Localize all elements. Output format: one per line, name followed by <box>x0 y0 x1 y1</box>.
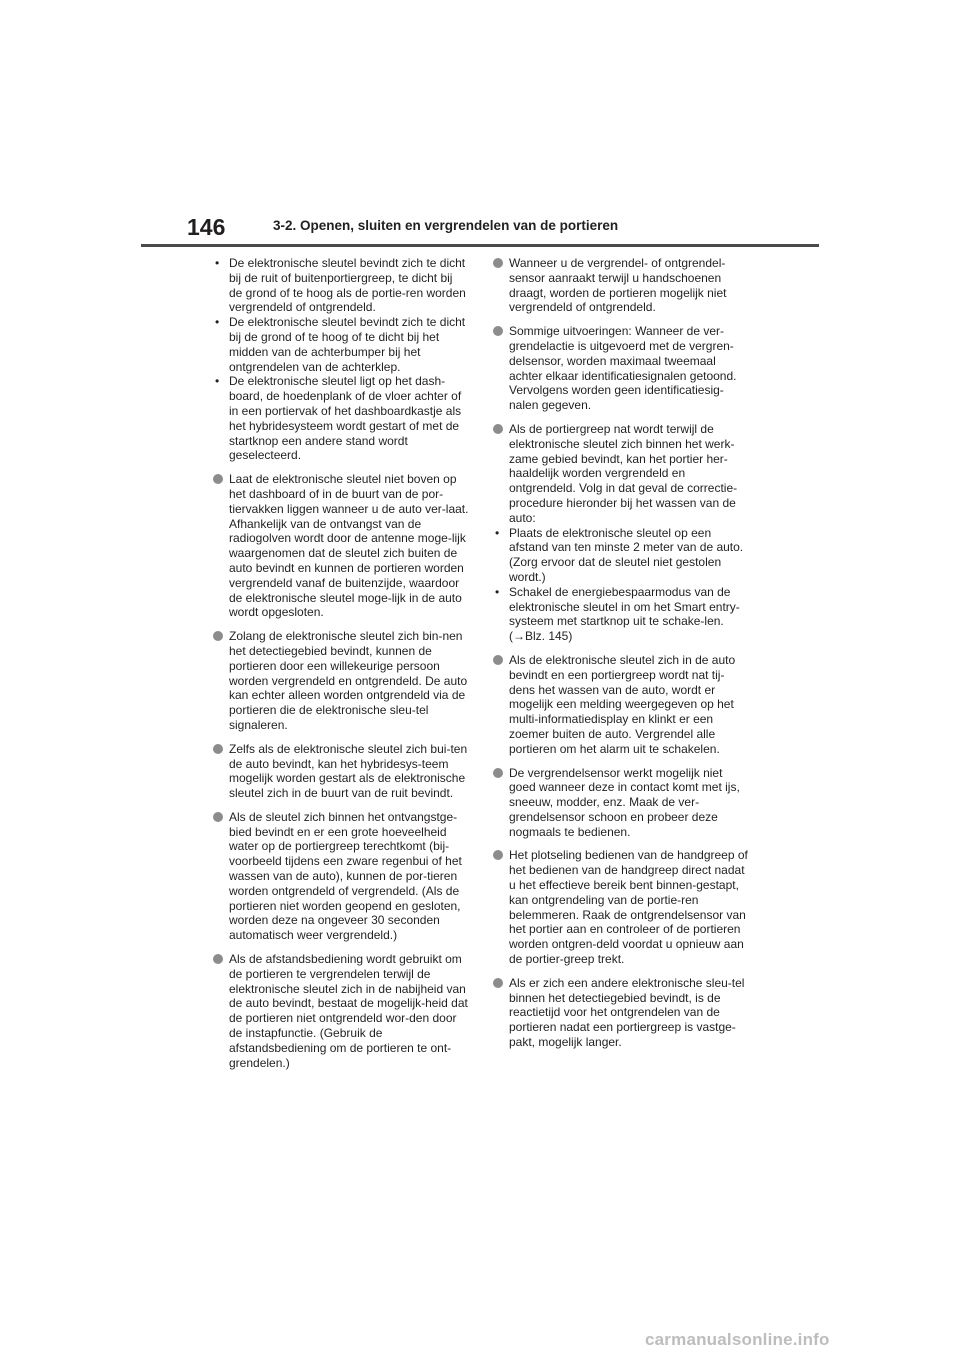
circle-bullet-icon <box>493 850 503 860</box>
paragraph <box>213 629 469 733</box>
bullet-dot-icon: • <box>495 584 500 599</box>
right-column <box>493 256 749 1050</box>
bullet-dot-icon: • <box>215 374 220 389</box>
left-column <box>213 256 469 1070</box>
circle-bullet-icon <box>213 474 223 484</box>
paragraph-text: Sommige uitvoeringen: Wanneer de ver-grendelactie is uitgevoerd met de vergren-delsensor, worden maximaal tweemaal achter elkaar identificatiesignalen getoond. Vervolgens worden geen identificatiesig-nalen gegeven. <box>509 324 737 413</box>
circle-bullet-icon <box>493 978 503 988</box>
sub-bullet-text: De elektronische sleutel bevindt zich te dicht bij de ruit of buitenportiergreep, te dicht bij de grond of te hoog als de portie-ren worden vergrendeld of ontgrendeld. <box>229 256 466 315</box>
bullet-dot-icon: • <box>495 525 500 540</box>
paragraph <box>213 472 469 620</box>
paragraph <box>493 256 749 315</box>
circle-bullet-icon <box>493 424 503 434</box>
bullet-dot-icon: • <box>215 315 220 330</box>
paragraph <box>493 848 749 966</box>
circle-bullet-icon <box>493 326 503 336</box>
paragraph-text: Als de afstandsbediening wordt gebruikt om de portieren te vergrendelen terwijl de elektronische sleutel zich in de nabijheid van de auto bevindt, bestaat de mogelijk-heid dat de portieren niet ontgrendeld wor-den door de instapfunctie. (Gebruik de afstandsbediening om de portieren te ont-grendelen.) <box>229 952 468 1070</box>
paragraph-text: Als de portiergreep nat wordt terwijl de elektronische sleutel zich binnen het werk-zame gebied bevindt, kan het portier her-haaldelijk worden vergrendeld en ontgrendeld. Volg in dat geval de correctie-procedure hieronder bij het wassen van de auto: <box>509 421 738 525</box>
sub-bullet-item <box>213 374 469 463</box>
sub-bullet-text: Schakel de energiebespaarmodus van de elektronische sleutel in om het Smart entry-systeem met startknop uit te schake-len. (→Blz. 145) <box>509 584 740 644</box>
paragraph <box>213 810 469 943</box>
circle-bullet-icon <box>213 631 223 641</box>
paragraph-text: Laat de elektronische sleutel niet boven op het dashboard of in de buurt van de por-tiervakken liggen wanneer u de auto ver-laat. Afhankelijk van de ontvangst van de radiogolven wordt door de antenne moge-lijk waargenomen dat de sleutel zich buiten de auto bevindt en kunnen de portieren worden vergrendeld vanaf de buitenzijde, waardoor de elektronische sleutel moge-lijk in de auto wordt opgesloten. <box>229 472 469 620</box>
paragraph-text: Als de sleutel zich binnen het ontvangstge-bied bevindt en er een grote hoeveelheid water op de portiergreep terechtkomt (bij-voorbeeld tijdens een zware regenbui of het wassen van de auto), kunnen de por-tieren worden ontgrendeld of vergrendeld. (Als de portieren niet worden geopend en gesloten, worden deze na ongeveer 30 seconden automatisch weer vergrendeld.) <box>229 809 462 943</box>
circle-bullet-icon <box>213 812 223 822</box>
circle-bullet-icon <box>493 768 503 778</box>
paragraph <box>493 324 749 413</box>
paragraph-text: Als er zich een andere elektronische sleu-tel binnen het detectiegebied bevindt, is de reactietijd voor het ontgrendelen van de portieren nadat een portiergreep is vastge-pakt, mogelijk langer. <box>509 975 745 1050</box>
paragraph <box>493 976 749 1050</box>
sub-bullet-text: De elektronische sleutel ligt op het dash-board, de hoedenplank of de vloer achter of in een portiervak of het dashboardkastje als het hybridesysteem wordt gestart of met de startknop een andere stand wordt geselecteerd. <box>229 374 462 463</box>
paragraph-text: Wanneer u de vergrendel- of ontgrendel-sensor aanraakt terwijl u handschoenen draagt, worden de portieren mogelijk niet vergrendeld of ontgrendeld. <box>509 256 727 315</box>
section-title: 3-2. Openen, sluiten en vergrendelen van de portieren <box>273 218 619 233</box>
paragraph <box>213 742 469 801</box>
paragraph <box>493 422 749 526</box>
paragraph <box>213 952 469 1070</box>
paragraph <box>493 766 749 840</box>
paragraph-text: Als de elektronische sleutel zich in de auto bevindt en een portiergreep wordt nat tij-dens het wassen van de auto, wordt er mogelijk een melding weergegeven op het multi-informatiedisplay en klinkt er een zoemer buiten de auto. Vergrendel alle portieren om het alarm uit te schakelen. <box>509 652 736 756</box>
sub-bullet-item <box>213 315 469 374</box>
paragraph-text: Het plotseling bedienen van de handgreep of het bedienen van de handgreep direct nadat u het effectieve bereik bent binnen-gestapt, kan ontgrendeling van de portie-ren belemmeren. Raak de ontgrendelsensor van het portier aan en controleer of de portieren worden ontgren-deld voordat u opnieuw aan de portier-greep trekt. <box>509 848 748 967</box>
sub-bullet-item <box>493 526 749 585</box>
bullet-dot-icon: • <box>215 256 220 270</box>
page-number: 146 <box>187 214 226 240</box>
sub-bullet-text: De elektronische sleutel bevindt zich te dicht bij de grond of te hoog of te dicht bij het midden van de achterbumper bij het ontgrendelen van de achterklep. <box>229 315 466 374</box>
sub-bullet-text: Plaats de elektronische sleutel op een afstand van ten minste 2 meter van de auto. (Zorg ervoor dat de sleutel niet gestolen wordt.) <box>509 525 744 584</box>
paragraph-text: De vergrendelsensor werkt mogelijk niet goed wanneer deze in contact komt met ijs, sneeuw, modder, enz. Maak de ver-grendelsensor schoon en probeer deze nogmaals te bedienen. <box>509 765 740 839</box>
paragraph <box>493 653 749 757</box>
watermark: carmanualsonline.info <box>645 1330 830 1349</box>
circle-bullet-icon <box>213 954 223 964</box>
circle-bullet-icon <box>213 744 223 754</box>
paragraph-text: Zelfs als de elektronische sleutel zich bui-ten de auto bevindt, kan het hybridesys-teem mogelijk worden gestart als de elektronische sleutel zich in de buurt van de ruit bevindt. <box>229 741 468 801</box>
sub-bullet-item <box>213 256 469 315</box>
header-divider <box>141 244 819 247</box>
circle-bullet-icon <box>493 655 503 665</box>
circle-bullet-icon <box>493 258 503 268</box>
paragraph-text: Zolang de elektronische sleutel zich bin-nen het detectiegebied bevindt, kunnen de portieren door een willekeurige persoon worden vergrendeld en ontgrendeld. De auto kan echter alleen worden ontgrendeld via de portieren die de elektronische sleu-tel signaleren. <box>229 629 468 732</box>
sub-bullet-item <box>493 585 749 644</box>
